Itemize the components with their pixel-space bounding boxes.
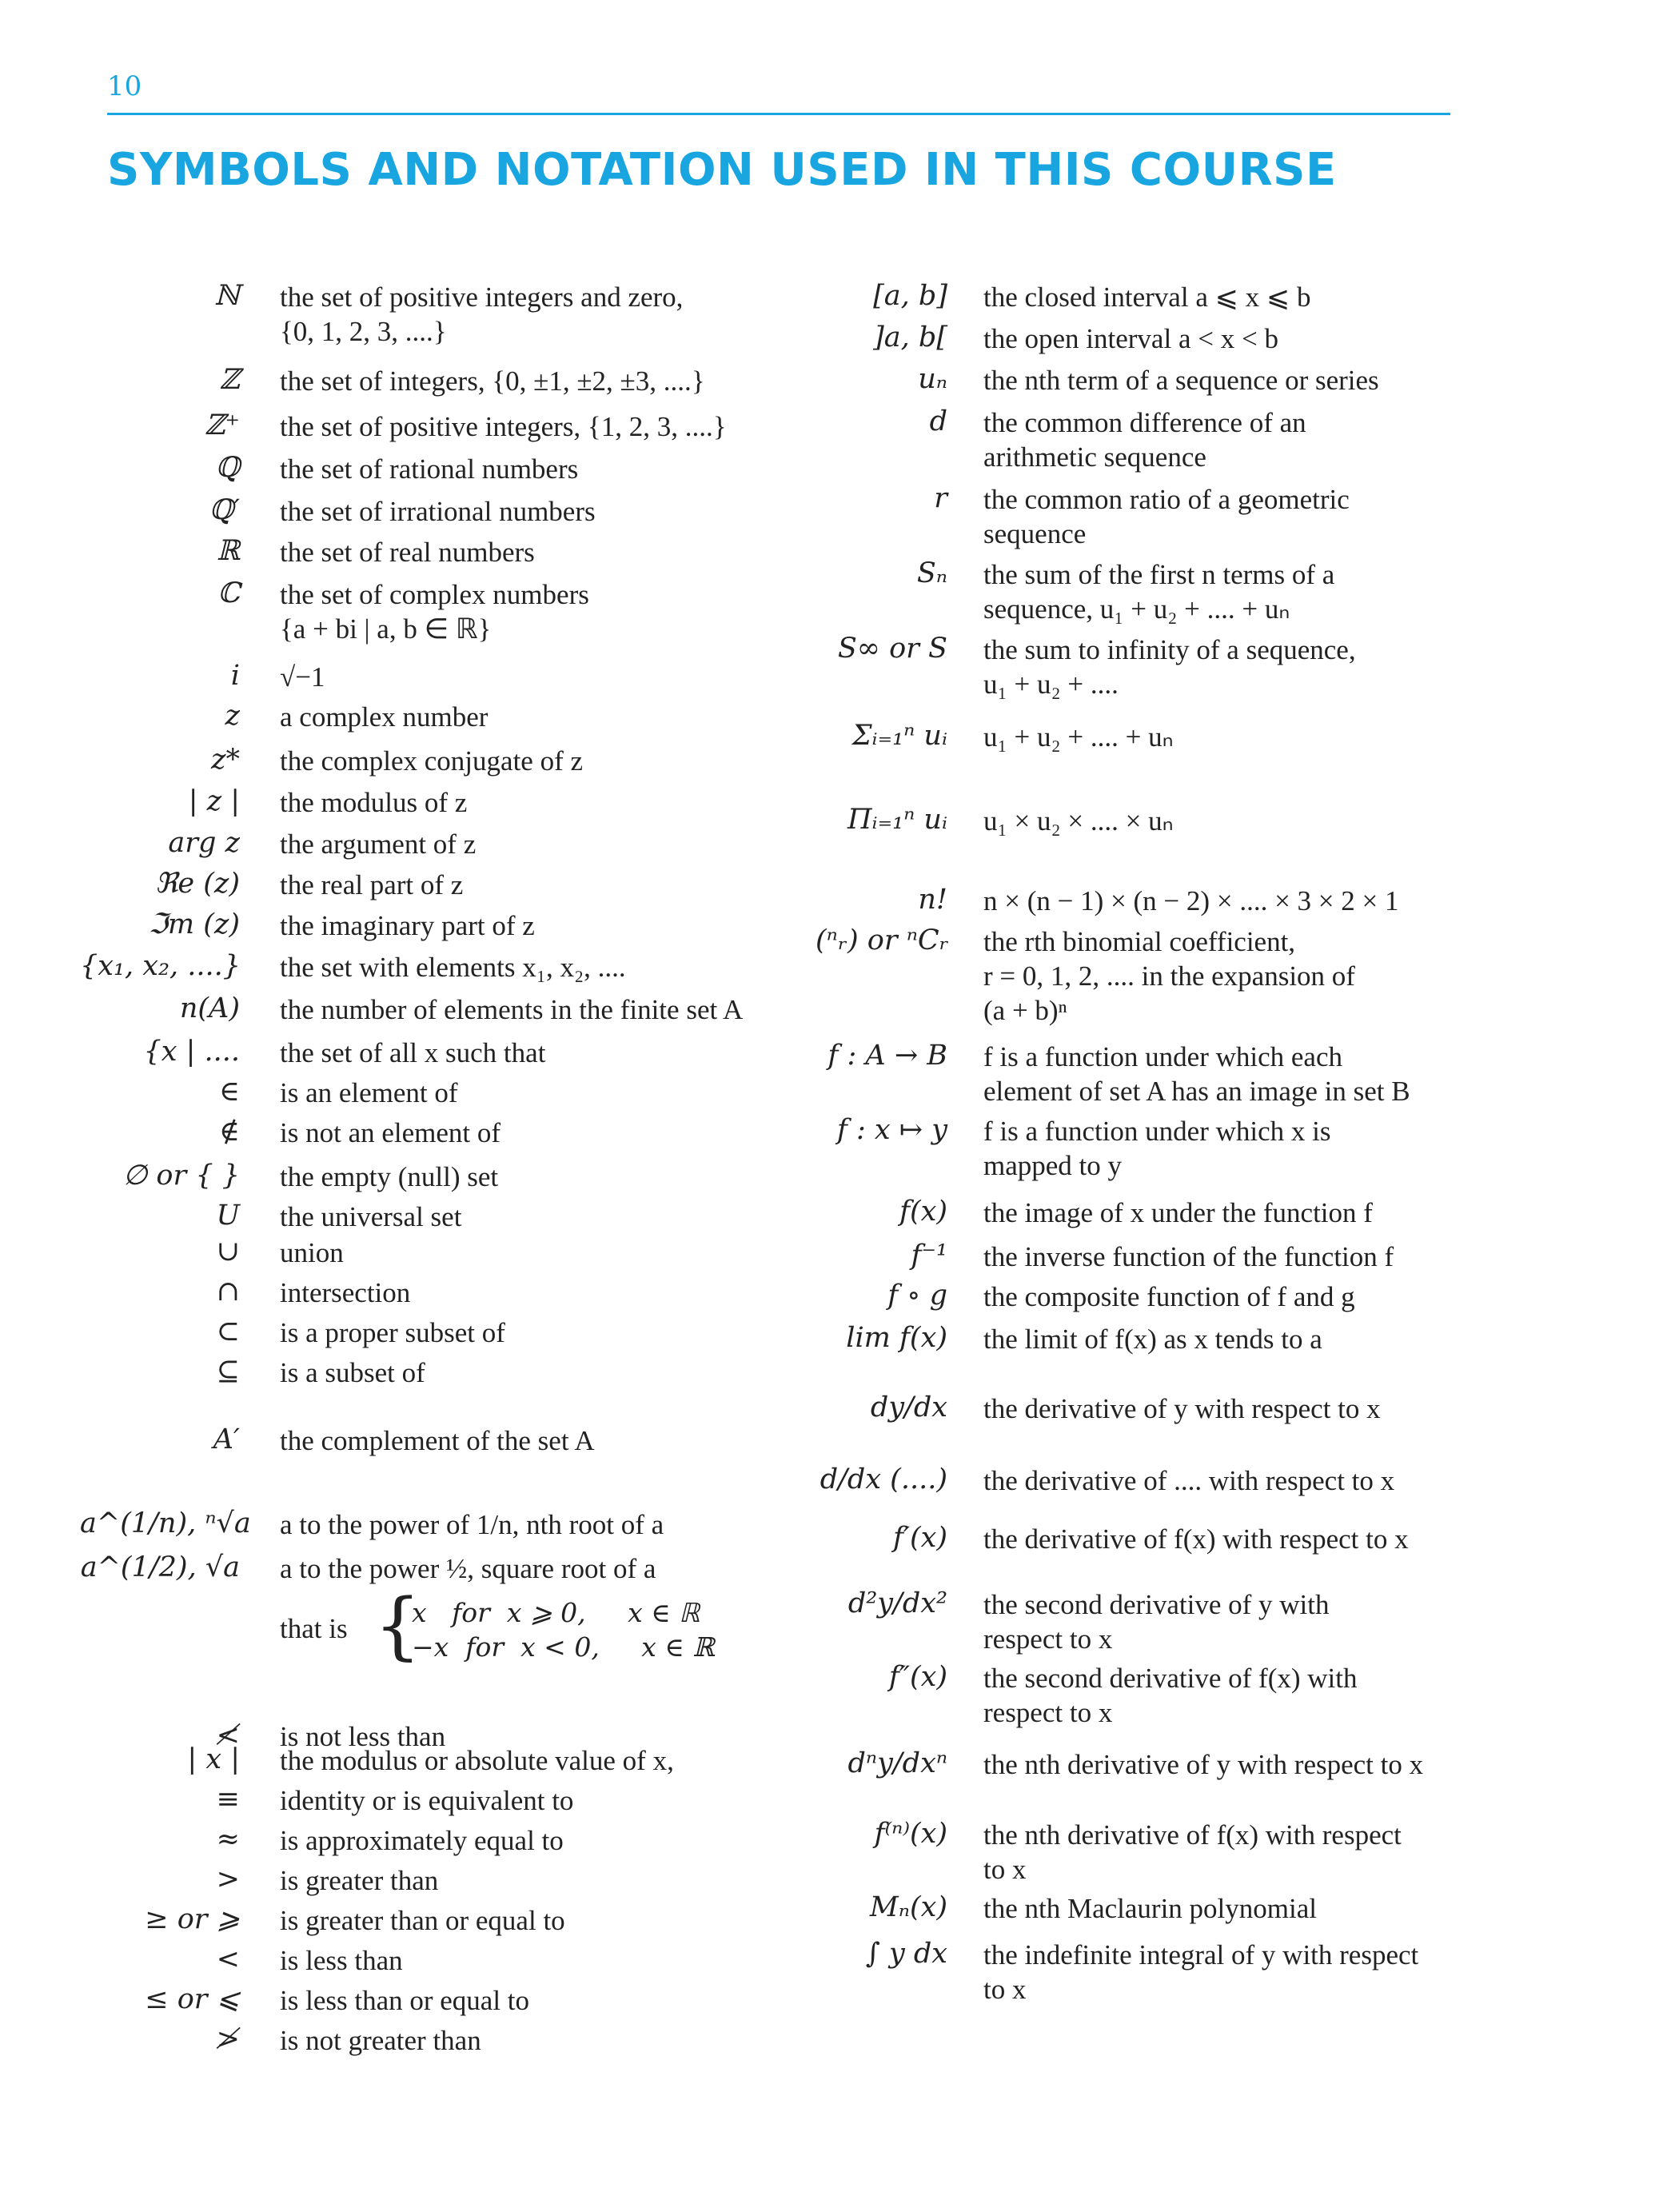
notation-symbol: (ⁿᵣ) or ⁿCᵣ [816,924,949,956]
notation-symbol: ℚ [215,452,240,484]
notation-definition [983,1196,1479,1230]
notation-definition [983,1240,1479,1274]
notation-symbol: ℑm (z) [148,908,240,940]
notation-symbol: z* [211,744,240,776]
notation-symbol: Σᵢ₌₁ⁿ uᵢ [851,720,947,752]
notation-symbol: U [216,1200,240,1232]
definition-line: the number of elements in the finite set A [280,994,744,1025]
definition-line: the sum to infinity of a sequence, [983,634,1356,665]
definition-line: {0, 1, 2, 3, ....} [280,316,447,347]
definition-line: the set of positive integers, {1, 2, 3, ....} [280,411,727,442]
notation-definition [280,1276,855,1310]
notation-definition [280,1823,855,1858]
definition-line: is a subset of [280,1357,425,1388]
notation-symbol: f : A → B [828,1040,947,1072]
notation-definition [280,577,855,646]
definition-line: the nth term of a sequence or series [983,365,1379,396]
notation-definition [280,364,855,398]
notation-definition [983,557,1479,626]
notation-symbol: ℤ [219,364,240,396]
notation-definition [280,1200,855,1234]
notation-definition [983,884,1479,918]
definition-line: the real part of z [280,869,464,900]
notation-symbol: ⊂ [216,1316,240,1348]
notation-symbol: arg z [168,827,240,859]
notation-definition [280,1903,855,1938]
notation-definition [983,482,1479,551]
notation-symbol: ℜe (z) [154,868,240,900]
definition-line: is not greater than [280,2025,481,2056]
notation-definition [983,924,1479,1028]
definition-line: is not an element of [280,1117,501,1148]
definition-line: the image of x under the function f [983,1197,1373,1228]
definition-line: is a proper subset of [280,1317,505,1348]
notation-definition [280,660,855,694]
notation-definition [983,321,1479,356]
notation-symbol: uₙ [918,363,947,395]
notation-symbol: f″(x) [888,1661,947,1693]
notation-symbol: ∈ [219,1076,240,1108]
notation-symbol: < [216,1943,240,1975]
definition-line: the set of irrational numbers [280,496,596,527]
notation-symbol: z [225,700,240,732]
notation-definition [983,1114,1479,1183]
notation-definition [280,1943,855,1978]
notation-symbol: ≮ [216,1719,240,1751]
notation-symbol: ℝ [216,535,240,567]
definition-line: union [280,1237,344,1268]
notation-symbol: ℂ [217,577,240,609]
definition-line: √−1 [280,661,325,693]
notation-symbol: ≥ or ⩾ [145,1903,240,1935]
notation-symbol: Sₙ [916,557,947,589]
notation-definition [983,804,1479,838]
notation-symbol: d²y/dx² [847,1587,947,1619]
notation-symbol: > [216,1863,240,1895]
notation-definition [280,494,855,529]
notation-symbol: ≈ [216,1823,240,1855]
definition-line: the modulus or absolute value of x, [280,1745,674,1776]
notation-symbol: ∫ y dx [865,1938,947,1970]
notation-definition [280,1983,855,2018]
definition-line: the universal set [280,1201,462,1232]
notation-definition [280,1036,855,1070]
notation-definition [280,950,855,984]
notation-definition [280,992,855,1027]
definition-line: a to the power of 1/n, nth root of a [280,1509,664,1540]
notation-definition [280,1719,855,1754]
definition-line: the open interval a < x < b [983,323,1278,354]
notation-definition [983,1938,1479,2006]
definition-line: the derivative of f(x) with respect to x [983,1523,1409,1555]
notation-definition [983,1040,1479,1108]
definition-line: a complex number [280,701,489,733]
notation-symbol: n(A) [179,992,240,1024]
notation-definition [280,868,855,902]
definition-line: the set of complex numbers [280,579,589,610]
definition-line: the second derivative of y with [983,1589,1330,1620]
definition-line: element of set A has an image in set B [983,1076,1410,1107]
piecewise-rows [412,1595,715,1664]
notation-definition [983,1747,1479,1782]
definition-line: the complex conjugate of z [280,745,584,777]
definition-line: is an element of [280,1077,458,1108]
definition-line: r = 0, 1, 2, .... in the expansion of [983,960,1355,992]
definition-line: identity or is equivalent to [280,1785,574,1816]
notation-definition [280,700,855,734]
definition-line: sequence [983,518,1087,549]
definition-line: the limit of f(x) as x tends to a [983,1324,1322,1355]
definition-line: intersection [280,1277,411,1308]
notation-symbol: ∩ [216,1276,240,1308]
definition-line: the set of positive integers and zero, [280,281,684,313]
definition-line: to x [983,1854,1027,1885]
notation-symbol: [a, b] [873,280,947,312]
notation-symbol: | x | [187,1743,240,1775]
notation-symbol: ∉ [219,1116,240,1148]
header-rule [107,113,1450,115]
definition-line: the nth derivative of y with respect to x [983,1749,1424,1780]
notation-definition [280,1236,855,1270]
notation-definition [280,409,855,444]
definition-line: the indefinite integral of y with respect [983,1939,1419,1970]
definition-line: the argument of z [280,829,477,860]
notation-definition [280,908,855,943]
notation-definition [983,405,1479,474]
notation-definition [280,1076,855,1110]
notation-definition [280,744,855,778]
definition-line: is greater than [280,1865,439,1896]
definition-line: f is a function under which x is [983,1116,1331,1147]
notation-symbol: dⁿy/dxⁿ [847,1747,947,1779]
definition-line: the sum of the first n terms of a [983,559,1335,590]
notation-symbol: i [230,660,240,692]
notation-symbol: {x₁, x₂, ....} [80,950,241,982]
left-brace: { [374,1583,421,1668]
notation-symbol: dy/dx [870,1391,947,1423]
notation-definition [280,2023,855,2058]
notation-symbol: lim f(x) [846,1322,947,1354]
notation-symbol: A′ [213,1423,240,1455]
definition-line: is less than or equal to [280,1985,530,2016]
notation-symbol: | z | [188,785,240,817]
notation-definition [983,720,1479,754]
definition-line: the composite function of f and g [983,1281,1355,1312]
definition-line: f is a function under which each [983,1041,1343,1072]
notation-definition [983,1463,1479,1498]
definition-line: the modulus of z [280,787,468,818]
notation-definition [983,280,1479,314]
notation-symbol: ℤ⁺ [204,409,240,441]
notation-symbol: r [934,482,947,514]
notation-symbol: f : x ↦ y [836,1114,947,1146]
definition-line: respect to x [983,1623,1113,1655]
definition-line: the common ratio of a geometric [983,484,1350,515]
notation-definition [983,363,1479,397]
definition-line: the derivative of .... with respect to x [983,1465,1395,1496]
definition-line: the complement of the set A [280,1425,595,1456]
notation-definition [983,1522,1479,1556]
definition-line: respect to x [983,1697,1113,1728]
notation-definition [983,1818,1479,1887]
definition-line: mapped to y [983,1150,1123,1181]
notation-definition [280,280,855,349]
notation-symbol: ≯ [216,2023,240,2055]
notation-symbol: {x | .... [143,1036,240,1068]
piecewise-row: −x for x < 0, x ∈ ℝ [412,1631,715,1663]
notation-symbol: ≡ [216,1783,240,1815]
notation-definition [280,1423,855,1458]
definition-line: u₁ + u₂ + .... [983,669,1119,700]
notation-symbol: S∞ or S [837,633,947,665]
notation-symbol: ∅ or { } [122,1160,240,1192]
notation-symbol: ∪ [216,1236,240,1268]
definition-line: the common difference of an [983,407,1306,438]
notation-symbol: f′(x) [893,1522,947,1554]
definition-line: the derivative of y with respect to x [983,1393,1381,1424]
definition-line: the set of all x such that [280,1037,546,1068]
definition-line: u₁ × u₂ × .... × uₙ [983,805,1174,836]
definition-line: the set of real numbers [280,537,535,568]
notation-definition [280,1356,855,1390]
definition-line: n × (n − 1) × (n − 2) × .... × 3 × 2 × 1 [983,885,1399,916]
definition-line: {a + bi | a, b ∈ ℝ} [280,613,492,645]
notation-definition [280,1160,855,1194]
notation-definition [983,633,1479,701]
notation-symbol: a^(1/2), √a [80,1551,240,1583]
definition-line: the second derivative of f(x) with [983,1663,1358,1694]
definition-line: to x [983,1974,1027,2005]
definition-line: the set with elements x₁, x₂, .... [280,952,626,983]
notation-symbol: ℚ′ [209,494,240,526]
definition-line: is not less than [280,1721,446,1752]
notation-symbol: ≤ or ⩽ [145,1983,240,2015]
notation-symbol: n! [918,884,947,916]
notation-definition [280,535,855,569]
definition-line: the imaginary part of z [280,910,535,941]
notation-definition [280,452,855,486]
notation-symbol: Mₙ(x) [869,1891,947,1923]
notation-definition [983,1891,1479,1926]
definition-line: the set of rational numbers [280,453,579,485]
definition-line: the inverse function of the function f [983,1241,1394,1272]
notation-symbol: a^(1/n), ⁿ√a [80,1507,251,1539]
notation-symbol: ⊆ [216,1356,240,1387]
definition-line: the empty (null) set [280,1161,499,1192]
notation-definition [280,1551,855,1586]
notation-definition [983,1280,1479,1314]
notation-symbol: f ∘ g [887,1280,947,1312]
notation-symbol: Πᵢ₌₁ⁿ uᵢ [847,804,947,836]
notation-definition [280,1507,855,1542]
definition-line: the nth Maclaurin polynomial [983,1893,1317,1924]
definition-line: is less than [280,1945,403,1976]
notation-definition [983,1587,1479,1656]
definition-line: (a + b)ⁿ [983,995,1067,1026]
notation-symbol: d [929,405,947,437]
definition-line: u₁ + u₂ + .... + uₙ [983,721,1174,753]
notation-definition [280,785,855,820]
notation-symbol: f(x) [899,1196,947,1228]
definition-line: the closed interval a ⩽ x ⩽ b [983,281,1311,313]
notation-definition [983,1322,1479,1356]
notation-definition [280,1863,855,1898]
definition-line: the rth binomial coefficient, [983,926,1296,957]
notation-definition [280,1316,855,1350]
notation-definition [983,1391,1479,1426]
definition-line: arithmetic sequence [983,441,1206,473]
definition-line: the nth derivative of f(x) with respect [983,1819,1402,1851]
notation-symbol: ]a, b[ [873,321,947,353]
piecewise-row: x for x ⩾ 0, x ∈ ℝ [412,1597,700,1628]
definition-line: sequence, u₁ + u₂ + .... + uₙ [983,593,1290,625]
definition-line: a to the power ½, square root of a [280,1553,656,1584]
page-title: SYMBOLS AND NOTATION USED IN THIS COURSE [107,144,1337,196]
definition-line: is greater than or equal to [280,1905,565,1936]
notation-symbol: f⁻¹ [911,1240,947,1272]
page-number: 10 [107,70,142,102]
notation-definition [280,1783,855,1818]
notation-definition [983,1661,1479,1730]
notation-symbol: d/dx (....) [820,1463,947,1495]
notation-definition [280,827,855,861]
notation-definition [280,1116,855,1150]
piecewise-prefix: that is [280,1613,348,1644]
notation-symbol: ℕ [214,280,240,312]
notation-symbol: f⁽ⁿ⁾(x) [874,1818,947,1850]
definition-line: is approximately equal to [280,1825,564,1856]
definition-line: the set of integers, {0, ±1, ±2, ±3, ....} [280,365,705,397]
